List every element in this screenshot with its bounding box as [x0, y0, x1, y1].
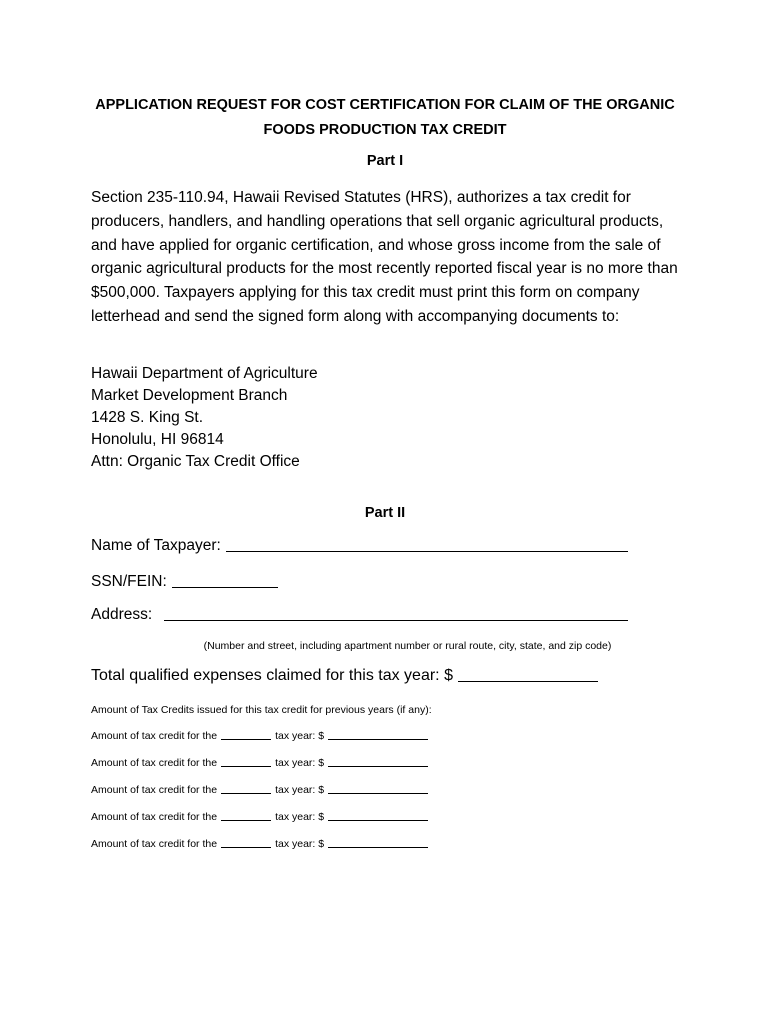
credit-row-middle: tax year: $	[275, 757, 325, 769]
total-expenses-field	[91, 667, 598, 685]
form-title	[60, 93, 710, 143]
taxpayer-name-line[interactable]	[226, 550, 628, 552]
credit-year-line[interactable]	[221, 846, 271, 848]
credit-year-line[interactable]	[221, 819, 271, 821]
credit-row-middle: tax year: $	[275, 838, 325, 850]
mailing-address	[91, 363, 318, 473]
credit-row	[91, 730, 428, 742]
ssn-fein-line[interactable]	[172, 586, 278, 588]
credit-row-prefix: Amount of tax credit for the	[91, 811, 218, 823]
credit-amount-line[interactable]	[328, 846, 428, 848]
address-line-3: 1428 S. King St.	[91, 409, 204, 426]
part-1-heading: Part I	[366, 153, 404, 169]
address-note: (Number and street, including apartment number or rural route, city, state, and zip code)	[203, 640, 612, 652]
address-field	[91, 606, 628, 624]
taxpayer-name-field	[91, 537, 628, 555]
address-label: Address:	[91, 606, 153, 623]
credit-row	[91, 784, 428, 796]
form-title-line-2: FOODS PRODUCTION TAX CREDIT	[263, 122, 507, 138]
credit-row-prefix: Amount of tax credit for the	[91, 784, 218, 796]
credit-row-prefix: Amount of tax credit for the	[91, 757, 218, 769]
previous-credits-intro: Amount of Tax Credits issued for this tax credit for previous years (if any):	[91, 704, 432, 716]
credit-row-middle: tax year: $	[275, 811, 325, 823]
form-title-line-1: APPLICATION REQUEST FOR COST CERTIFICATION FOR CLAIM OF THE ORGANIC	[95, 97, 675, 113]
credit-row	[91, 757, 428, 769]
credit-amount-line[interactable]	[328, 765, 428, 767]
credit-amount-line[interactable]	[328, 792, 428, 794]
credit-row-middle: tax year: $	[275, 730, 325, 742]
taxpayer-name-label: Name of Taxpayer:	[91, 537, 221, 554]
address-line-2: Market Development Branch	[91, 387, 288, 404]
total-expenses-label: Total qualified expenses claimed for this tax year: $	[91, 667, 453, 684]
credit-amount-line[interactable]	[328, 819, 428, 821]
total-expenses-line[interactable]	[458, 680, 598, 682]
address-line[interactable]	[164, 619, 628, 621]
part-2-heading: Part II	[364, 505, 406, 521]
address-line-4: Honolulu, HI 96814	[91, 431, 224, 448]
credit-year-line[interactable]	[221, 765, 271, 767]
ssn-fein-field	[91, 573, 278, 591]
address-line-5: Attn: Organic Tax Credit Office	[91, 453, 300, 470]
credit-row	[91, 811, 428, 823]
intro-paragraph: Section 235-110.94, Hawaii Revised Statutes (HRS), authorizes a tax credit for producers, handlers, and handling operations that sell organic agricultural products, and have applied for organic certification, and whose gross income from the sale of organic agricultural products for the most recently reported fiscal year is no more than $500,000. Taxpayers applying for this tax credit must print this form on company letterhead and send the signed form along with accompanying documents to:	[91, 189, 678, 325]
credit-row-prefix: Amount of tax credit for the	[91, 838, 218, 850]
ssn-fein-label: SSN/FEIN:	[91, 573, 167, 590]
credit-year-line[interactable]	[221, 738, 271, 740]
credit-row-prefix: Amount of tax credit for the	[91, 730, 218, 742]
credit-amount-line[interactable]	[328, 738, 428, 740]
address-line-1: Hawaii Department of Agriculture	[91, 365, 318, 382]
credit-row-middle: tax year: $	[275, 784, 325, 796]
part-1-intro	[91, 186, 691, 329]
credit-row	[91, 838, 428, 850]
credit-year-line[interactable]	[221, 792, 271, 794]
